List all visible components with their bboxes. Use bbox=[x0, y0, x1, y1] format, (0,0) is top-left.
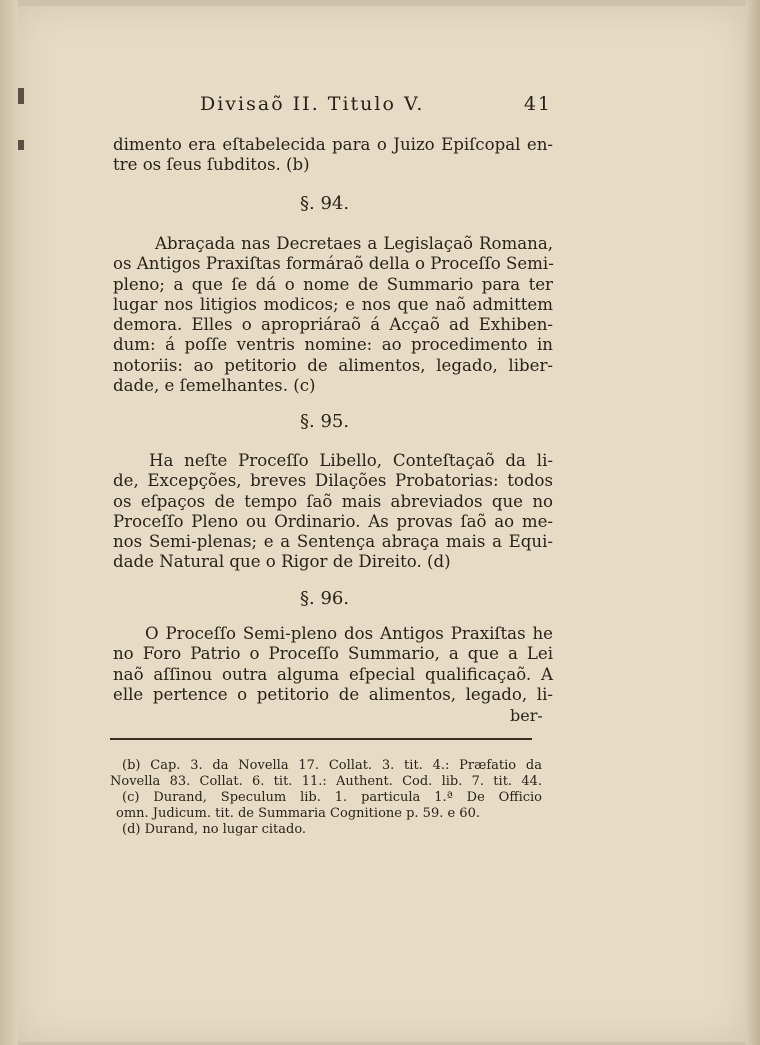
text-line: Abraçada nas Decretaes a Legislaçaõ Romana, bbox=[155, 234, 553, 253]
footnote-line: (b) Cap. 3. da Novella 17. Collat. 3. tit. 4.: Præfatio da bbox=[122, 758, 542, 773]
margin-mark bbox=[18, 140, 24, 150]
paragraph-96 bbox=[113, 624, 553, 705]
text-line: os eſpaços de tempo ſaõ mais abreviados que no bbox=[113, 491, 553, 511]
paragraph-95 bbox=[113, 451, 553, 573]
text-line: naõ aſſinou outra alguma eſpecial qualificaçaõ. A bbox=[113, 664, 553, 684]
text-line: dimento era eſtabelecida para o Juizo Epiſcopal en- bbox=[113, 135, 553, 154]
footnote-rule bbox=[110, 738, 532, 740]
page-binding-edge bbox=[0, 0, 18, 1045]
text-line: Ha neſte Proceſſo Libello, Conteſtaçaõ da li- bbox=[149, 451, 553, 470]
text-line: nos Semi-plenas; e a Sentença abraça mais a Equi- bbox=[113, 532, 553, 552]
margin-mark bbox=[18, 88, 24, 104]
paragraph-94 bbox=[113, 234, 553, 396]
footnote-line: omn. Judicum. tit. de Summaria Cognitione p. 59. e 60. bbox=[116, 806, 480, 821]
text-line: elle pertence o petitorio de alimentos, legado, li- bbox=[113, 684, 553, 704]
text-line: no Foro Patrio o Proceſſo Summario, a que a Lei bbox=[113, 644, 553, 664]
text-line: Proceſſo Pleno ou Ordinario. As provas ſaõ ao me- bbox=[113, 511, 553, 531]
paragraph-continuation bbox=[113, 135, 553, 176]
section-heading-96: §. 96. bbox=[300, 588, 350, 609]
text-line: dade Natural que o Rigor de Direito. (d) bbox=[113, 552, 451, 572]
text-line: dum: á poſſe ventris nomine: ao procedimento in bbox=[113, 335, 553, 355]
text-line: demora. Elles o apropriáraõ á Acçaõ ad Exhiben- bbox=[113, 315, 553, 335]
page-number: 41 bbox=[523, 93, 552, 115]
footnote-line: (c) Durand, Speculum lib. 1. particula 1.ª De Officio bbox=[122, 790, 542, 805]
page-right-edge bbox=[746, 0, 760, 1045]
footnotes bbox=[110, 758, 542, 838]
running-title: Divisaõ II. Titulo V. bbox=[200, 93, 425, 115]
text-line: lugar nos litigios modicos; e nos que naõ admittem bbox=[113, 294, 553, 314]
section-heading-95: §. 95. bbox=[300, 411, 350, 432]
text-line: os Antigos Praxiſtas formáraõ della o Proceſſo Semi- bbox=[113, 254, 554, 274]
text-line: notoriis: ao petitorio de alimentos, legado, liber- bbox=[113, 355, 553, 375]
text-line: O Proceſſo Semi-pleno dos Antigos Praxiſtas he bbox=[145, 624, 553, 643]
text-line: pleno; a que ſe dá o nome de Summario para ter bbox=[113, 274, 553, 294]
running-header bbox=[200, 93, 552, 115]
catchword: ber- bbox=[510, 706, 543, 725]
footnote-line: (d) Durand, no lugar citado. bbox=[122, 822, 307, 837]
footnote-line: Novella 83. Collat. 6. tit. 11.: Authent. Cod. lib. 7. tit. 44. bbox=[110, 774, 542, 789]
text-line: de, Excepções, breves Dilações Probatorias: todos bbox=[113, 471, 553, 491]
text-line: tre os ſeus ſubditos. (b) bbox=[113, 155, 310, 175]
section-heading-94: §. 94. bbox=[300, 193, 350, 214]
text-line: dade, e ſemelhantes. (c) bbox=[113, 376, 316, 396]
